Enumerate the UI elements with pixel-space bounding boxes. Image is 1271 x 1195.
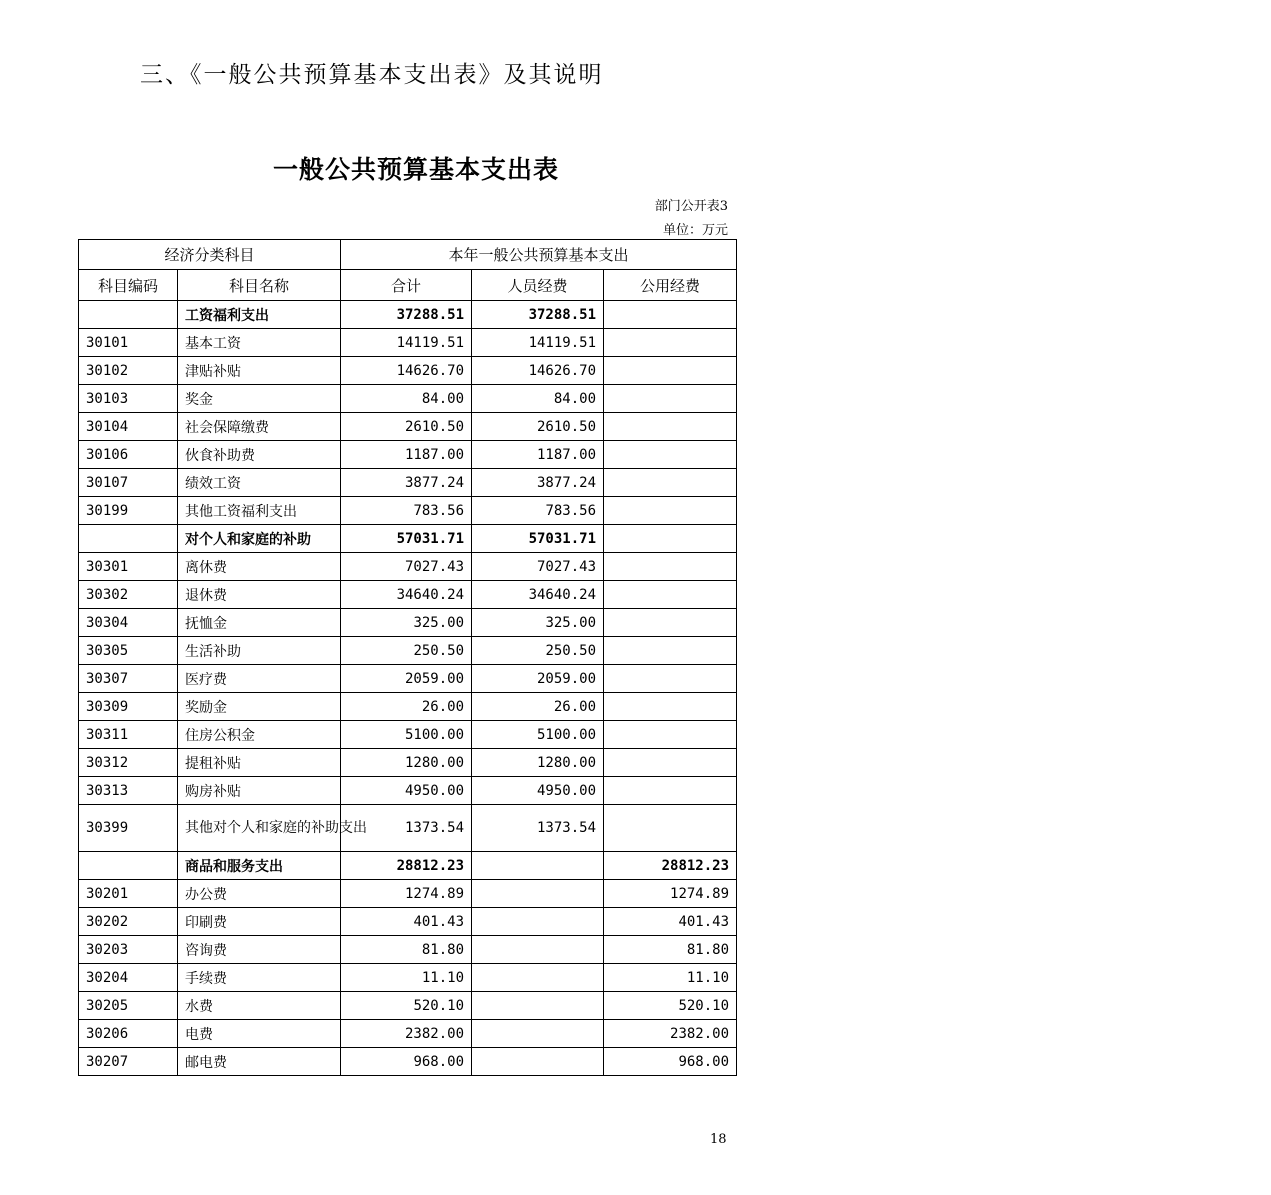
cell-subject-name: 电费 bbox=[178, 1020, 341, 1048]
cell-subject-name: 生活补助 bbox=[178, 637, 341, 665]
table-row bbox=[79, 936, 737, 964]
cell-total: 26.00 bbox=[341, 693, 472, 721]
cell-public-expense: 2382.00 bbox=[604, 1020, 737, 1048]
cell-total: 2382.00 bbox=[341, 1020, 472, 1048]
cell-total: 34640.24 bbox=[341, 581, 472, 609]
cell-personnel-expense: 14626.70 bbox=[472, 357, 604, 385]
cell-subject-code: 30102 bbox=[79, 357, 178, 385]
cell-total: 1373.54 bbox=[341, 805, 472, 852]
cell-public-expense bbox=[604, 805, 737, 852]
cell-total: 84.00 bbox=[341, 385, 472, 413]
table-title: 一般公共预算基本支出表 bbox=[273, 155, 560, 184]
cell-subject-name: 其他对个人和家庭的补助支出 bbox=[178, 805, 341, 852]
table-row bbox=[79, 908, 737, 936]
cell-subject-name: 对个人和家庭的补助 bbox=[178, 525, 341, 553]
cell-subject-name: 退休费 bbox=[178, 581, 341, 609]
cell-subject-code: 30202 bbox=[79, 908, 178, 936]
cell-subject-code: 30305 bbox=[79, 637, 178, 665]
table-row bbox=[79, 637, 737, 665]
cell-public-expense bbox=[604, 553, 737, 581]
cell-total: 14119.51 bbox=[341, 329, 472, 357]
cell-total: 783.56 bbox=[341, 497, 472, 525]
cell-subject-code: 30302 bbox=[79, 581, 178, 609]
table-row bbox=[79, 749, 737, 777]
cell-subject-name: 伙食补助费 bbox=[178, 441, 341, 469]
cell-subject-name: 购房补贴 bbox=[178, 777, 341, 805]
cell-personnel-expense: 57031.71 bbox=[472, 525, 604, 553]
table-row bbox=[79, 385, 737, 413]
cell-total: 1274.89 bbox=[341, 880, 472, 908]
cell-personnel-expense: 84.00 bbox=[472, 385, 604, 413]
table-row bbox=[79, 693, 737, 721]
cell-subject-name: 水费 bbox=[178, 992, 341, 1020]
cell-subject-name: 奖金 bbox=[178, 385, 341, 413]
cell-total: 250.50 bbox=[341, 637, 472, 665]
cell-subject-code: 30103 bbox=[79, 385, 178, 413]
cell-subject-name: 咨询费 bbox=[178, 936, 341, 964]
cell-total: 3877.24 bbox=[341, 469, 472, 497]
cell-personnel-expense bbox=[472, 852, 604, 880]
cell-total: 81.80 bbox=[341, 936, 472, 964]
table-row bbox=[79, 805, 737, 852]
cell-personnel-expense: 34640.24 bbox=[472, 581, 604, 609]
cell-public-expense bbox=[604, 413, 737, 441]
cell-subject-code: 30104 bbox=[79, 413, 178, 441]
cell-total: 2610.50 bbox=[341, 413, 472, 441]
cell-subject-code: 30304 bbox=[79, 609, 178, 637]
cell-public-expense bbox=[604, 777, 737, 805]
cell-public-expense: 81.80 bbox=[604, 936, 737, 964]
cell-public-expense: 968.00 bbox=[604, 1048, 737, 1076]
cell-personnel-expense: 250.50 bbox=[472, 637, 604, 665]
cell-personnel-expense: 3877.24 bbox=[472, 469, 604, 497]
table-row bbox=[79, 329, 737, 357]
cell-total: 2059.00 bbox=[341, 665, 472, 693]
cell-personnel-expense bbox=[472, 1020, 604, 1048]
cell-subject-name: 印刷费 bbox=[178, 908, 341, 936]
cell-personnel-expense: 7027.43 bbox=[472, 553, 604, 581]
cell-total: 28812.23 bbox=[341, 852, 472, 880]
cell-subject-code: 30309 bbox=[79, 693, 178, 721]
cell-total: 1187.00 bbox=[341, 441, 472, 469]
table-body bbox=[79, 301, 737, 1076]
header-total: 合计 bbox=[341, 270, 472, 301]
cell-public-expense: 28812.23 bbox=[604, 852, 737, 880]
cell-public-expense bbox=[604, 665, 737, 693]
cell-subject-name: 抚恤金 bbox=[178, 609, 341, 637]
cell-subject-code: 30311 bbox=[79, 721, 178, 749]
table-row bbox=[79, 964, 737, 992]
table-row bbox=[79, 721, 737, 749]
table-subtotal-row bbox=[79, 301, 737, 329]
table-row bbox=[79, 992, 737, 1020]
cell-subject-code: 30201 bbox=[79, 880, 178, 908]
cell-total: 5100.00 bbox=[341, 721, 472, 749]
table-row bbox=[79, 880, 737, 908]
cell-public-expense bbox=[604, 609, 737, 637]
cell-subject-code bbox=[79, 525, 178, 553]
table-unit-label: 单位：万元 bbox=[662, 223, 728, 238]
cell-personnel-expense: 5100.00 bbox=[472, 721, 604, 749]
header-subject-code: 科目编码 bbox=[79, 270, 178, 301]
cell-subject-name: 社会保障缴费 bbox=[178, 413, 341, 441]
cell-total: 4950.00 bbox=[341, 777, 472, 805]
cell-personnel-expense: 2610.50 bbox=[472, 413, 604, 441]
table-row bbox=[79, 441, 737, 469]
cell-subject-code: 30313 bbox=[79, 777, 178, 805]
cell-public-expense bbox=[604, 357, 737, 385]
cell-subject-name: 办公费 bbox=[178, 880, 341, 908]
cell-personnel-expense: 1187.00 bbox=[472, 441, 604, 469]
table-subtotal-row bbox=[79, 852, 737, 880]
cell-total: 37288.51 bbox=[341, 301, 472, 329]
cell-subject-name: 邮电费 bbox=[178, 1048, 341, 1076]
cell-subject-name: 手续费 bbox=[178, 964, 341, 992]
cell-total: 968.00 bbox=[341, 1048, 472, 1076]
cell-subject-name: 基本工资 bbox=[178, 329, 341, 357]
cell-personnel-expense: 2059.00 bbox=[472, 665, 604, 693]
section-heading: 三、《一般公共预算基本支出表》及其说明 bbox=[140, 62, 604, 88]
cell-subject-code: 30204 bbox=[79, 964, 178, 992]
cell-personnel-expense bbox=[472, 908, 604, 936]
cell-subject-name: 其他工资福利支出 bbox=[178, 497, 341, 525]
cell-public-expense bbox=[604, 525, 737, 553]
table-row bbox=[79, 553, 737, 581]
cell-personnel-expense: 783.56 bbox=[472, 497, 604, 525]
cell-public-expense bbox=[604, 469, 737, 497]
cell-subject-name: 住房公积金 bbox=[178, 721, 341, 749]
header-basic-expenditure: 本年一般公共预算基本支出 bbox=[341, 240, 737, 270]
header-personnel-expense: 人员经费 bbox=[472, 270, 604, 301]
cell-total: 520.10 bbox=[341, 992, 472, 1020]
table-row bbox=[79, 665, 737, 693]
table-row bbox=[79, 497, 737, 525]
budget-expenditure-table bbox=[78, 239, 737, 1076]
table-row bbox=[79, 357, 737, 385]
cell-subject-name: 绩效工资 bbox=[178, 469, 341, 497]
cell-total: 11.10 bbox=[341, 964, 472, 992]
header-subject-name: 科目名称 bbox=[178, 270, 341, 301]
cell-personnel-expense: 1280.00 bbox=[472, 749, 604, 777]
cell-subject-code: 30206 bbox=[79, 1020, 178, 1048]
cell-subject-name: 商品和服务支出 bbox=[178, 852, 341, 880]
cell-total: 1280.00 bbox=[341, 749, 472, 777]
cell-subject-code: 30399 bbox=[79, 805, 178, 852]
cell-subject-code: 30107 bbox=[79, 469, 178, 497]
cell-personnel-expense: 325.00 bbox=[472, 609, 604, 637]
cell-subject-name: 工资福利支出 bbox=[178, 301, 341, 329]
cell-subject-name: 医疗费 bbox=[178, 665, 341, 693]
cell-personnel-expense: 37288.51 bbox=[472, 301, 604, 329]
table-row bbox=[79, 413, 737, 441]
cell-subject-name: 离休费 bbox=[178, 553, 341, 581]
cell-public-expense bbox=[604, 301, 737, 329]
page-number: 18 bbox=[710, 1132, 727, 1147]
cell-total: 14626.70 bbox=[341, 357, 472, 385]
cell-subject-code: 30312 bbox=[79, 749, 178, 777]
table-row bbox=[79, 469, 737, 497]
cell-subject-code bbox=[79, 301, 178, 329]
cell-subject-name: 奖励金 bbox=[178, 693, 341, 721]
cell-personnel-expense bbox=[472, 964, 604, 992]
cell-public-expense bbox=[604, 693, 737, 721]
cell-personnel-expense: 14119.51 bbox=[472, 329, 604, 357]
cell-public-expense: 520.10 bbox=[604, 992, 737, 1020]
cell-subject-code: 30101 bbox=[79, 329, 178, 357]
cell-subject-code: 30207 bbox=[79, 1048, 178, 1076]
cell-public-expense bbox=[604, 385, 737, 413]
cell-total: 7027.43 bbox=[341, 553, 472, 581]
cell-personnel-expense bbox=[472, 992, 604, 1020]
header-public-expense: 公用经费 bbox=[604, 270, 737, 301]
table-row bbox=[79, 581, 737, 609]
cell-public-expense bbox=[604, 637, 737, 665]
table-subtotal-row bbox=[79, 525, 737, 553]
cell-public-expense: 11.10 bbox=[604, 964, 737, 992]
cell-personnel-expense bbox=[472, 880, 604, 908]
cell-subject-code: 30301 bbox=[79, 553, 178, 581]
cell-public-expense bbox=[604, 749, 737, 777]
cell-total: 401.43 bbox=[341, 908, 472, 936]
table-row bbox=[79, 777, 737, 805]
table-row bbox=[79, 1020, 737, 1048]
cell-subject-code: 30199 bbox=[79, 497, 178, 525]
cell-total: 325.00 bbox=[341, 609, 472, 637]
cell-subject-code: 30203 bbox=[79, 936, 178, 964]
cell-public-expense bbox=[604, 497, 737, 525]
cell-total: 57031.71 bbox=[341, 525, 472, 553]
cell-public-expense: 1274.89 bbox=[604, 880, 737, 908]
cell-personnel-expense bbox=[472, 936, 604, 964]
cell-personnel-expense bbox=[472, 1048, 604, 1076]
table-code-label: 部门公开表3 bbox=[654, 199, 728, 214]
cell-personnel-expense: 4950.00 bbox=[472, 777, 604, 805]
cell-subject-name: 提租补贴 bbox=[178, 749, 341, 777]
table-row bbox=[79, 609, 737, 637]
cell-subject-name: 津贴补贴 bbox=[178, 357, 341, 385]
cell-public-expense bbox=[604, 581, 737, 609]
cell-public-expense bbox=[604, 721, 737, 749]
cell-personnel-expense: 26.00 bbox=[472, 693, 604, 721]
cell-public-expense: 401.43 bbox=[604, 908, 737, 936]
cell-subject-code: 30307 bbox=[79, 665, 178, 693]
cell-public-expense bbox=[604, 329, 737, 357]
cell-subject-code bbox=[79, 852, 178, 880]
cell-subject-code: 30106 bbox=[79, 441, 178, 469]
cell-public-expense bbox=[604, 441, 737, 469]
cell-subject-code: 30205 bbox=[79, 992, 178, 1020]
cell-personnel-expense: 1373.54 bbox=[472, 805, 604, 852]
header-economic-classification: 经济分类科目 bbox=[79, 240, 341, 270]
table-row bbox=[79, 1048, 737, 1076]
